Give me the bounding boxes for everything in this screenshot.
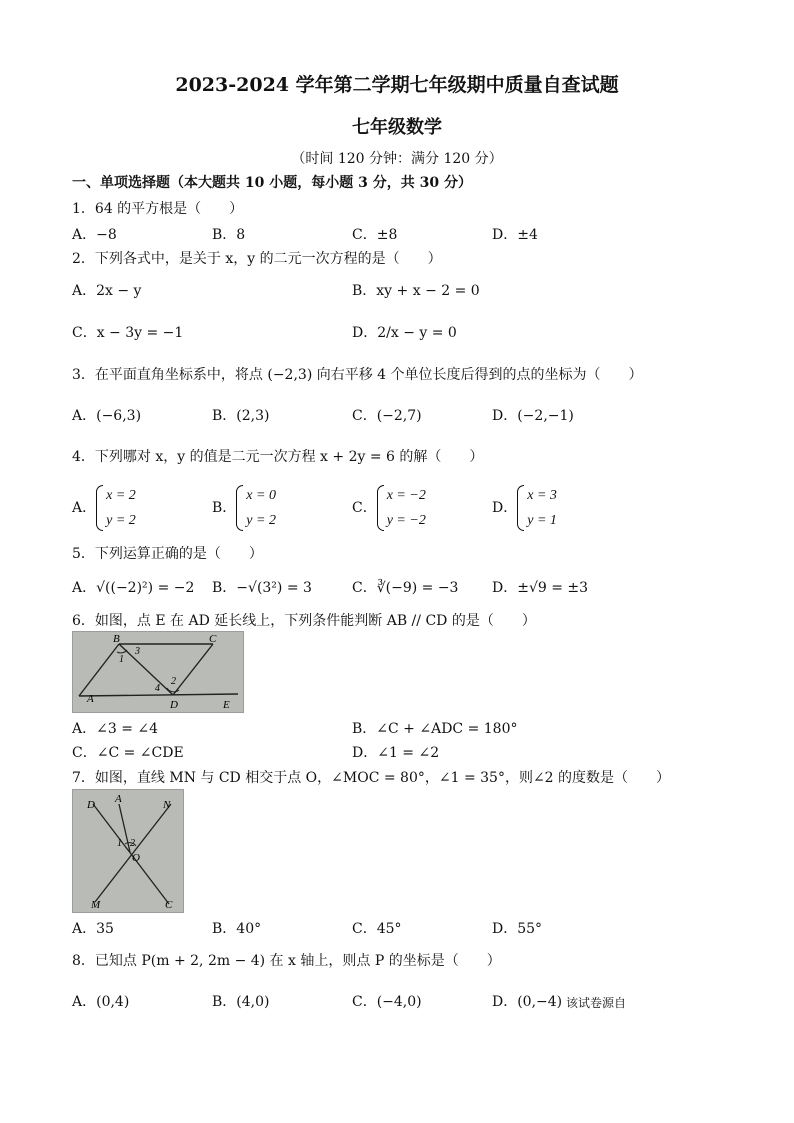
- q3-option-c[interactable]: C．(−2,7): [352, 408, 422, 424]
- q6-line-cd: [173, 644, 213, 695]
- q1-option-a[interactable]: A．−8: [72, 227, 117, 243]
- question-2-stem: 2．下列各式中，是关于 x，y 的二元一次方程的是（ ）: [72, 251, 442, 267]
- question-6-stem: 6．如图，点 E 在 AD 延长线上，下列条件能判断 AB // CD 的是（ ）: [72, 613, 536, 629]
- q4-option-d-label: D．: [492, 500, 518, 516]
- q6-label-2: 2: [171, 676, 176, 687]
- question-8-stem: 8．已知点 P(m + 2, 2m − 4) 在 x 轴上，则点 P 的坐标是（ ）: [72, 953, 501, 969]
- q6-line-ab: [79, 644, 119, 696]
- question-7-stem: 7．如图，直线 MN 与 CD 相交于点 O，∠MOC = 80°，∠1 = 35°，则∠2 的度数是（ ）: [72, 770, 671, 786]
- exam-info: （时间 120 分钟：满分 120 分）: [291, 151, 503, 167]
- q4-option-c-label: C．: [352, 500, 377, 516]
- q7-option-b[interactable]: B．40°: [212, 921, 262, 937]
- source-note: 该试卷源自: [566, 996, 627, 1010]
- q1-option-b[interactable]: B．8: [212, 227, 246, 243]
- q7-label-m: M: [91, 899, 101, 911]
- q6-option-b[interactable]: B．∠C + ∠ADC = 180°: [352, 721, 518, 737]
- q7-label-o: O: [132, 852, 140, 864]
- q4-option-a-system: x = 2 y = 2: [96, 483, 136, 533]
- q3-option-d[interactable]: D．(−2,−1): [492, 408, 574, 424]
- q3-option-a[interactable]: A．(−6,3): [72, 408, 142, 424]
- q6-line-ae: [79, 694, 238, 696]
- q2-option-c[interactable]: C．x − 3y = −1: [72, 325, 184, 341]
- question-4-stem: 4．下列哪对 x，y 的值是二元一次方程 x + 2y = 6 的解（ ）: [72, 449, 484, 465]
- q5-option-a[interactable]: A．√((−2)²) = −2: [72, 580, 195, 596]
- q5-option-b[interactable]: B．−√(3²) = 3: [212, 580, 312, 596]
- q6-label-a: A: [87, 693, 94, 705]
- q1-option-c[interactable]: C．±8: [352, 227, 398, 243]
- q4-option-b[interactable]: [212, 483, 276, 533]
- q6-option-d[interactable]: D．∠1 = ∠2: [352, 745, 440, 761]
- q2-option-d[interactable]: D．2/x − y = 0: [352, 325, 457, 341]
- q5-option-c[interactable]: C．∛(−9) = −3: [352, 580, 459, 596]
- q3-option-b[interactable]: B．(2,3): [212, 408, 270, 424]
- q4-option-b-label: B．: [212, 500, 237, 516]
- q8-option-c[interactable]: C．(−4,0): [352, 994, 422, 1010]
- exam-title: 2023-2024 学年第二学期七年级期中质量自查试题: [175, 74, 619, 96]
- q6-option-c[interactable]: C．∠C = ∠CDE: [72, 745, 184, 761]
- q4-option-a[interactable]: [72, 483, 136, 533]
- q8-option-a[interactable]: A．(0,4): [72, 994, 130, 1010]
- question-1-stem: 1．64 的平方根是（ ）: [72, 201, 244, 217]
- q2-option-a[interactable]: A．2x − y: [72, 283, 142, 299]
- q6-parallelogram-figure: [72, 631, 244, 713]
- q4-option-b-system: x = 0 y = 2: [236, 483, 276, 533]
- q4-option-a-label: A．: [72, 500, 97, 516]
- q8-option-b[interactable]: B．(4,0): [212, 994, 270, 1010]
- q7-label-c: C: [165, 899, 173, 911]
- q7-intersecting-lines-figure: [72, 789, 184, 913]
- exam-subject: 七年级数学: [352, 117, 442, 138]
- q6-label-c: C: [209, 633, 217, 645]
- q6-line-bd: [119, 644, 173, 695]
- q4-option-d[interactable]: [492, 483, 557, 533]
- q5-option-d[interactable]: D．±√9 = ±3: [492, 580, 589, 596]
- q7-option-d[interactable]: D．55°: [492, 921, 543, 937]
- q7-label-1: 1: [117, 838, 122, 849]
- q6-option-a[interactable]: A．∠3 = ∠4: [72, 721, 159, 737]
- q8-option-d[interactable]: D．(0,−4): [492, 994, 563, 1010]
- q7-label-n: N: [163, 799, 171, 811]
- q7-label-2: 2: [130, 838, 135, 849]
- q7-option-a[interactable]: A．35: [72, 921, 114, 937]
- question-5-stem: 5．下列运算正确的是（ ）: [72, 546, 263, 562]
- q6-label-d: D: [170, 699, 178, 711]
- q4-option-c-system: x = −2 y = −2: [377, 483, 426, 533]
- section-heading: 一、单项选择题（本大题共 10 小题，每小题 3 分，共 30 分）: [72, 175, 472, 191]
- q6-label-1: 1: [119, 654, 124, 665]
- q4-option-d-system: x = 3 y = 1: [517, 483, 557, 533]
- question-3-stem: 3．在平面直角坐标系中，将点 (−2,3) 向右平移 4 个单位长度后得到的点的坐标为（ ）: [72, 367, 643, 383]
- q1-option-d[interactable]: D．±4: [492, 227, 538, 243]
- q6-label-b: B: [113, 633, 120, 645]
- q7-option-c[interactable]: C．45°: [352, 921, 402, 937]
- q7-label-d: D: [87, 799, 95, 811]
- q4-option-c[interactable]: [352, 483, 426, 533]
- q6-label-3: 3: [135, 646, 140, 657]
- q7-label-a: A: [115, 793, 122, 805]
- q2-option-b[interactable]: B．xy + x − 2 = 0: [352, 283, 480, 299]
- q6-label-4: 4: [155, 683, 160, 694]
- q6-label-e: E: [223, 699, 230, 711]
